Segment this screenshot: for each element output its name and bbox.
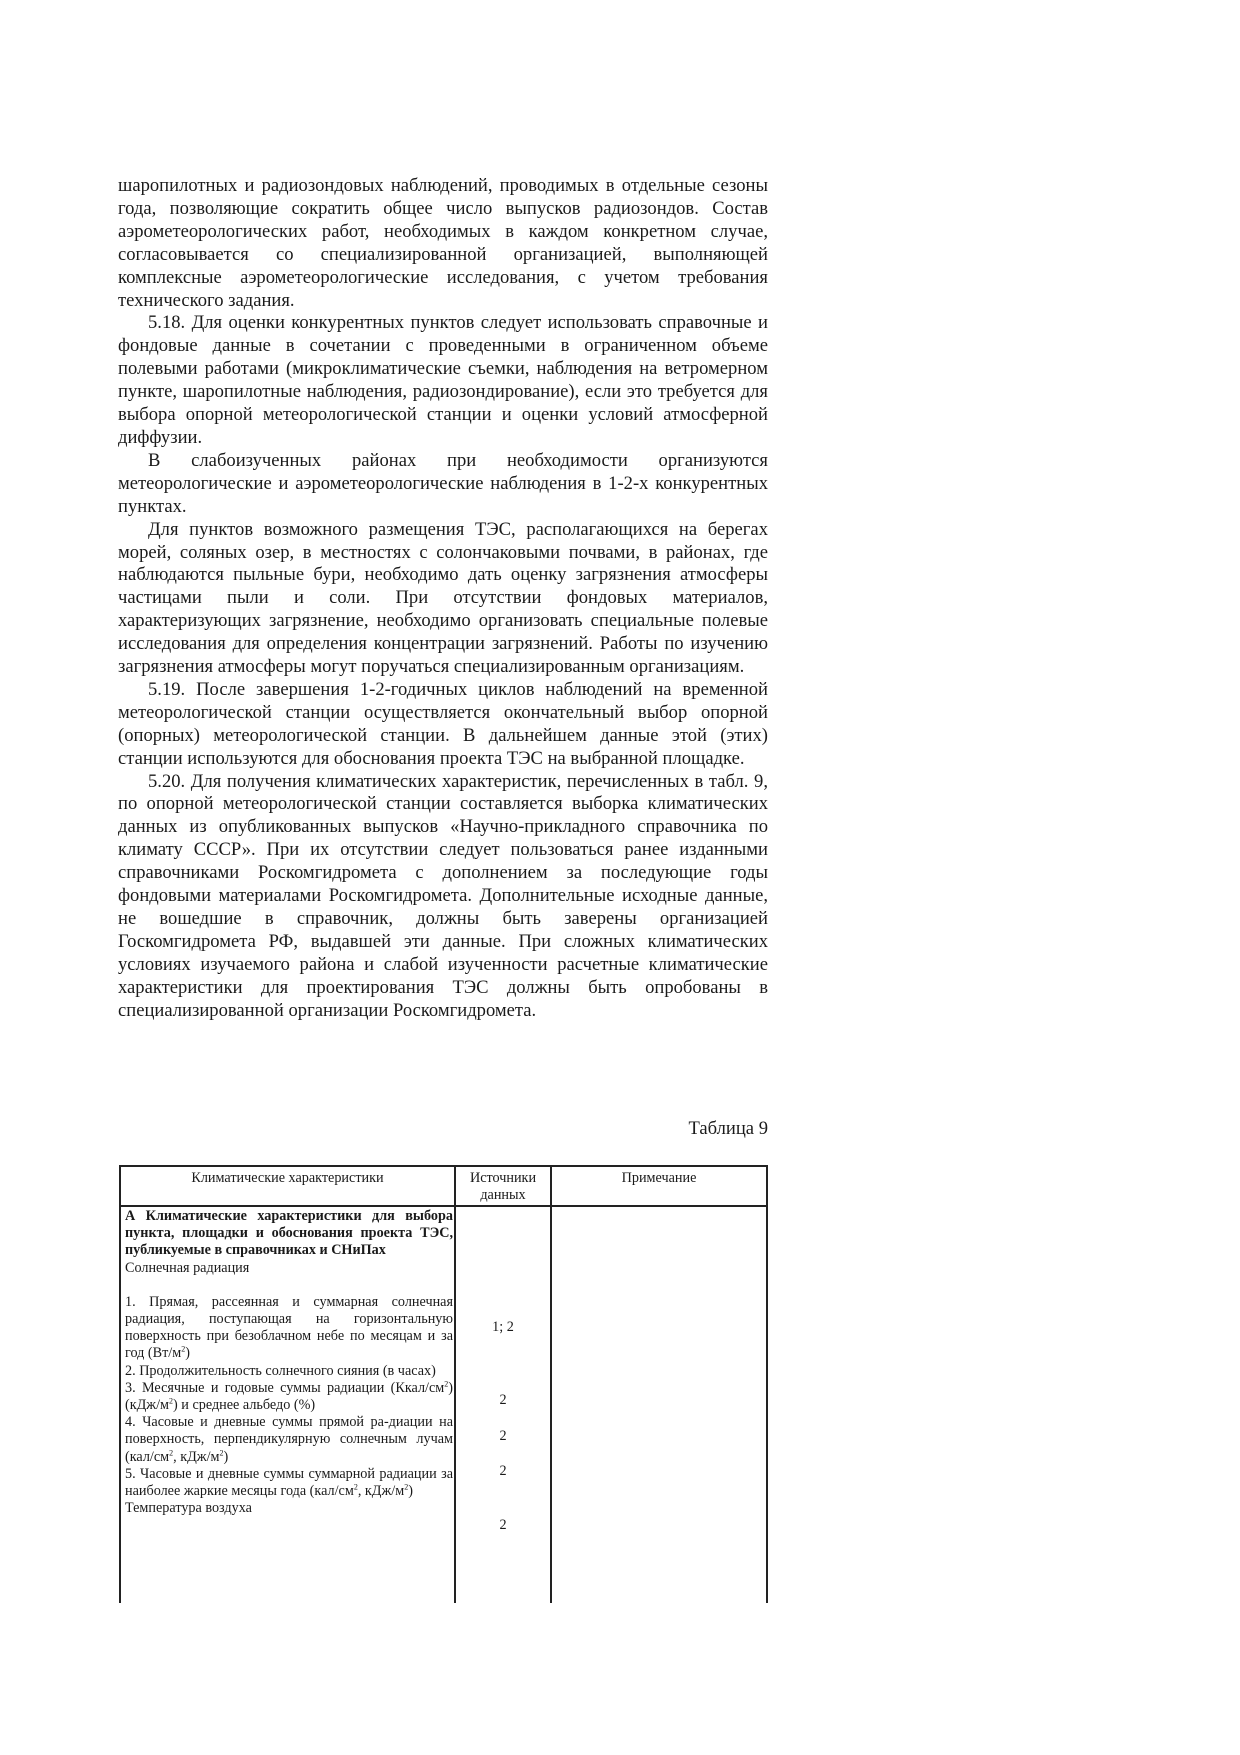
paragraph-weakly-studied: В слабоизученных районах при необходимости организуются метеорологические и аэрометеорологические наблюдения в 1-2-х конкурентных пунктах.	[118, 449, 768, 517]
paragraph-5-19: 5.19. После завершения 1-2-годичных циклов наблюдений на временной метеорологической станции осуществляется окончательный выбор опорной (опорных) метеорологической станции. В дальнейшем данные этой (этих) станции используются для обоснования проекта ТЭС на выбранной площадке.	[118, 678, 768, 769]
paragraph-continuation: шаропилотных и радиозондовых наблюдений, проводимых в отдельные сезоны года, позволяющие сократить общее число выпусков радиозондов. Состав аэрометеорологических работ, необходимых в каждом конкретном случае, согласовывается со специализированной организацией, выполняющей комплексные аэрометеорологические исследования, с учетом требования технического задания.	[118, 175, 768, 311]
source-cell: 2	[499, 1463, 507, 1479]
table-caption: Таблица 9	[688, 1118, 768, 1139]
table-row: 4. Часовые и дневные суммы прямой ра-диации на поверхность, перпендикулярную солнечным лучам ($кал/см^2$, кДж/$м^2$)	[125, 1414, 453, 1465]
source-cell: 2	[499, 1517, 507, 1533]
group-heading-temperature: Температура воздуха	[125, 1500, 252, 1517]
header-sources: Источники данных	[469, 1170, 537, 1203]
table-row: 3. Месячные и годовые суммы радиации $(Ккал/см^2)$ $(кДж/м^2)$ и среднее альбедо (%)	[125, 1379, 453, 1414]
paragraph-pollution: Для пунктов возможного размещения ТЭС, располагающихся на берегах морей, соляных озер, в местностях с солончаковыми почвами, в районах, где наблюдаются пыльные бури, необходимо дать оценку загрязнения атмосферы частицами пыли и соли. При отсутствии фондовых материалов, характеризующих загрязнение, необходимо организовать специальные полевые исследования для определения концентрации загрязнений. Работы по изучению загрязнения атмосферы могут поручаться специализированным организациям.	[118, 518, 768, 678]
paragraph-5-20: 5.20. Для получения климатических характеристик, перечисленных в табл. 9, по опорной метеорологической станции составляется выборка климатических данных из опубликованных выпусков «Научно-прикладного справочника по климату СССР». При их отсутствии следует пользоваться ранее изданными справочниками Роскомгидромета с дополнением за последующие годы фондовыми материалами Роскомгидромета. Дополнительные исходные данные, не вошедшие в справочник, должны быть заверены организацией Госкомгидромета РФ, выдавшей эти данные. При сложных климатических условиях изучаемого района и слабой изученности расчетные климатические характеристики для проектирования ТЭС должны быть опробованы в специализированной организации Роскомгидромета.	[118, 770, 768, 1021]
source-cell: 2	[499, 1392, 507, 1408]
table-row: 2. Продолжительность солнечного сияния (в часах)	[125, 1362, 436, 1379]
section-title: А Климатические характеристики для выбора пункта, площадки и обоснования проекта ТЭС, публикуемые в справочниках и СНиПах	[125, 1208, 453, 1259]
characteristics-column	[125, 1208, 453, 1517]
source-cell: 1; 2	[492, 1319, 514, 1335]
column-divider	[454, 1167, 456, 1603]
group-heading-solar: Солнечная радиация	[125, 1259, 250, 1276]
source-cell: 2	[499, 1428, 507, 1444]
table-row: 5. Часовые и дневные суммы суммарной радиации за наиболее жаркие месяцы года ($кал/см^2$, кДж/$м^2$)	[125, 1465, 453, 1500]
table-row: 1. Прямая, рассеянная и суммарная солнечная радиация, поступающая на горизонтальную поверхность при безоблачном небе по месяцам и за год $(Вт/м^2)$	[125, 1293, 453, 1362]
climate-table	[119, 1165, 768, 1603]
header-note: Примечание	[621, 1170, 697, 1186]
paragraph-5-18: 5.18. Для оценки конкурентных пунктов следует использовать справочные и фондовые данные в сочетании с проведенными в ограниченном объеме полевыми работами (микроклиматические съемки, наблюдения на ветромерном пункте, шаропилотные наблюдения, радиозондирование), если это требуется для выбора опорной метеорологической станции и оценки условий атмосферной диффузии.	[118, 312, 768, 448]
header-characteristics: Климатические характеристики	[191, 1170, 384, 1186]
body-text	[118, 175, 768, 1023]
column-divider	[550, 1167, 552, 1603]
header-divider	[121, 1205, 766, 1207]
